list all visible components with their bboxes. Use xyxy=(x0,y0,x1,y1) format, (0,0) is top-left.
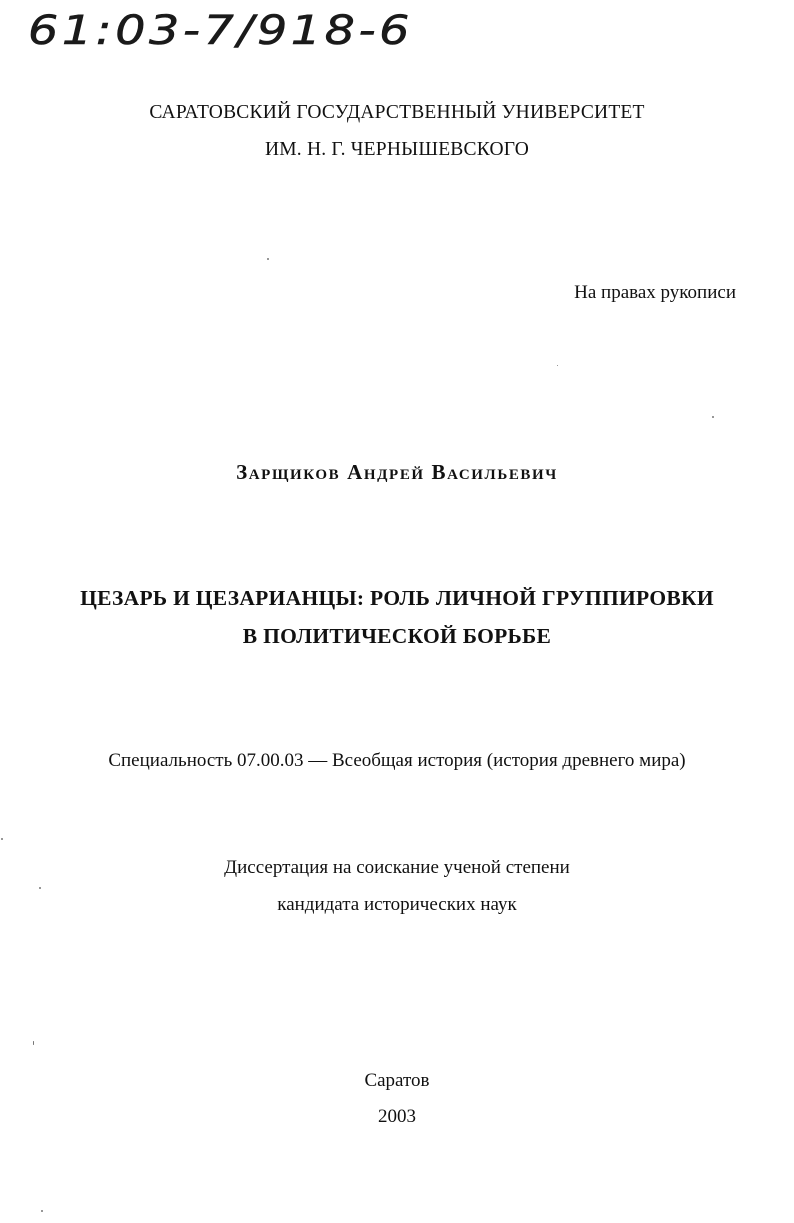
dissertation-degree-line1: Диссертация на соискание ученой степени xyxy=(224,857,570,878)
scan-speck xyxy=(33,1041,34,1045)
manuscript-rights-note: На правах рукописи xyxy=(574,282,736,303)
scan-speck xyxy=(39,887,41,889)
university-name-line1: САРАТОВСКИЙ ГОСУДАРСТВЕННЫЙ УНИВЕРСИТЕТ xyxy=(149,102,645,123)
thesis-title-line1: ЦЕЗАРЬ И ЦЕЗАРИАНЦЫ: РОЛЬ ЛИЧНОЙ ГРУППИРОВКИ xyxy=(80,586,714,610)
university-name-line2: ИМ. Н. Г. ЧЕРНЫШЕВСКОГО xyxy=(264,139,529,160)
handwritten-catalog-number xyxy=(26,2,426,62)
year: 2003 xyxy=(378,1106,416,1127)
scan-speck xyxy=(1,838,3,840)
author-name: Зарщиков Андрей Васильевич xyxy=(236,460,558,484)
scan-speck xyxy=(712,416,714,418)
scan-speck xyxy=(41,1210,43,1212)
scan-speck xyxy=(557,365,558,366)
specialty-line: Специальность 07.00.03 — Всеобщая история (история древнего мира) xyxy=(108,750,686,771)
dissertation-degree-line2: кандидата исторических наук xyxy=(277,894,517,915)
handwritten-catalog-text: 61:03-7/918-6 xyxy=(28,8,413,54)
city: Саратов xyxy=(364,1070,430,1091)
thesis-title-line2: В ПОЛИТИЧЕСКОЙ БОРЬБЕ xyxy=(242,624,552,648)
scan-speck xyxy=(267,258,269,260)
